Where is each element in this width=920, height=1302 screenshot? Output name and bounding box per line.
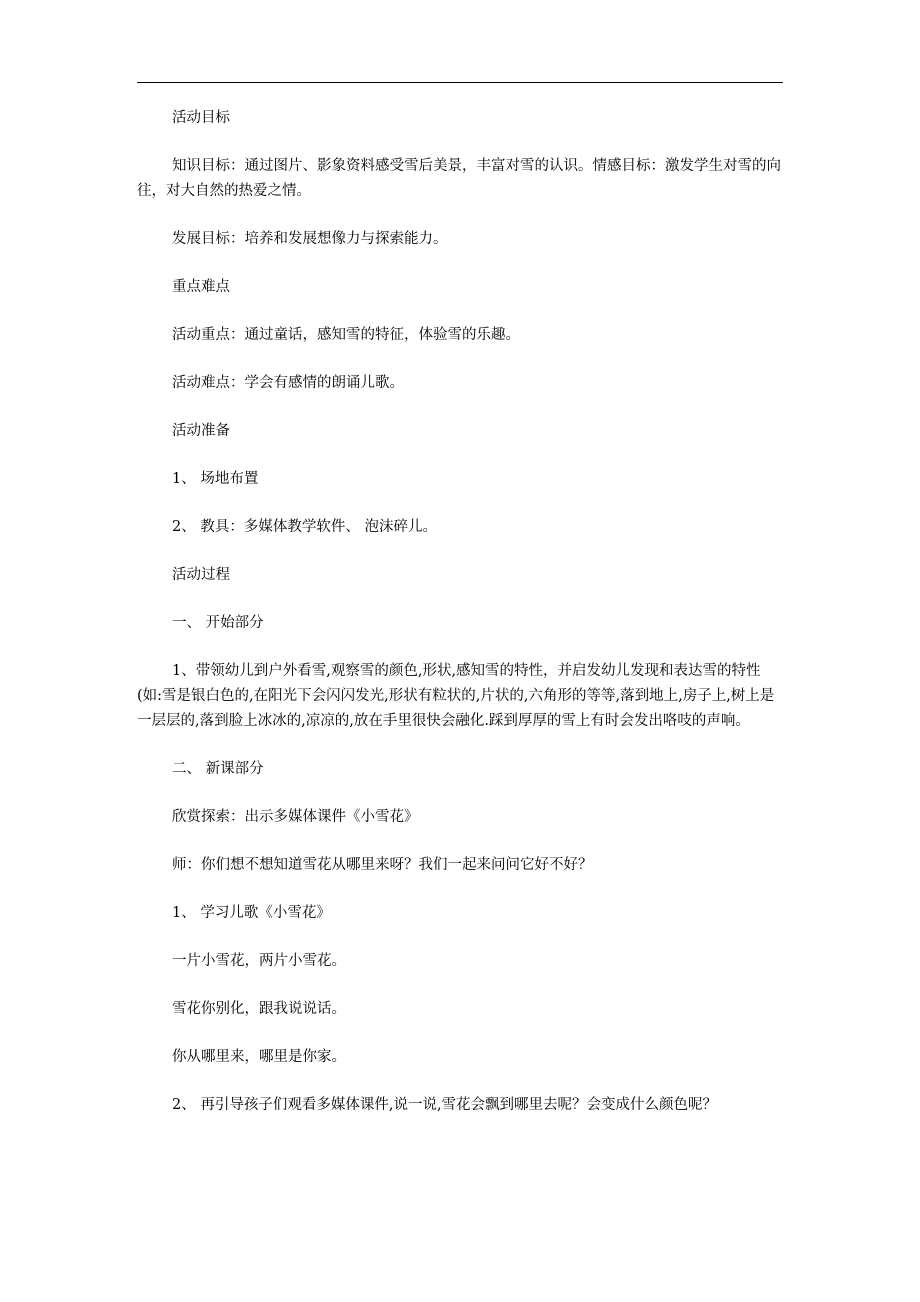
section-heading-opening: 一、 开始部分 [172, 615, 264, 631]
paragraph-teacher-question: 师：你们想不想知道雪花从哪里来呀？我们一起来问问它好不好？ [172, 857, 593, 873]
heading-activity-process: 活动过程 [172, 567, 230, 583]
paragraph-observe-snow: 1、带领幼儿到户外看雪,观察雪的颜色,形状,感知雪的特性，并启发幼儿发现和表达雪的特性(如:雪是银白色的,在阳光下会闪闪发光,形状有粒状的,片状的,六角形的等等,落到地上,房子上,树上是一层层的,落到脸上冰冰的,凉凉的,放在手里很快会融化.踩到厚厚的雪上有时会发出咯吱的声响。 [137, 663, 775, 729]
poem-line-2: 雪花你别化，跟我说说话。 [172, 1001, 346, 1017]
heading-activity-goals: 活动目标 [172, 110, 230, 126]
paragraph-development-goal: 发展目标：培养和发展想像力与探索能力。 [172, 231, 448, 247]
document-body [137, 106, 783, 1118]
list-item-guide-children: 2、 再引导孩子们观看多媒体课件,说一说,雪花会飘到哪里去呢？会变成什么颜色呢？ [172, 1097, 718, 1113]
section-heading-new-lesson: 二、 新课部分 [172, 761, 264, 777]
paragraph-activity-difficulty: 活动难点：学会有感情的朗诵儿歌。 [172, 375, 404, 391]
list-item-venue: 1、 场地布置 [172, 471, 259, 487]
header-rule [137, 82, 783, 83]
heading-key-points: 重点难点 [172, 279, 230, 295]
poem-line-1: 一片小雪花，两片小雪花。 [172, 953, 346, 969]
poem-line-3: 你从哪里来，哪里是你家。 [172, 1049, 346, 1065]
list-item-teaching-aids: 2、 教具：多媒体教学软件、 泡沫碎儿。 [172, 519, 437, 535]
heading-activity-preparation: 活动准备 [172, 423, 230, 439]
list-item-learn-song: 1、 学习儿歌《小雪花》 [172, 905, 331, 921]
paragraph-activity-focus: 活动重点：通过童话，感知雪的特征，体验雪的乐趣。 [172, 327, 520, 343]
paragraph-appreciation: 欣赏探索：出示多媒体课件《小雪花》 [172, 809, 419, 825]
paragraph-knowledge-goal: 知识目标：通过图片、影象资料感受雪后美景，丰富对雪的认识。情感目标：激发学生对雪的向往，对大自然的热爱之情。 [137, 158, 781, 199]
